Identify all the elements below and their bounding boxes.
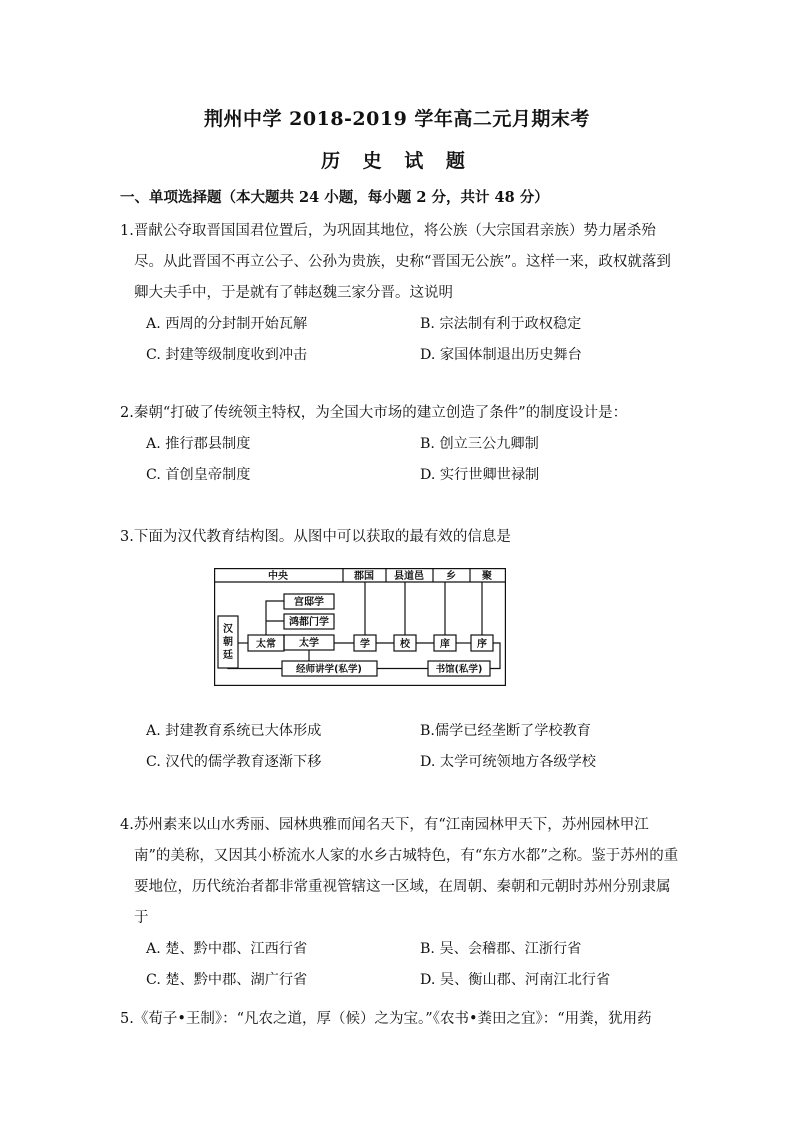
option-c: C. 封建等级制度收到冲击 [146, 347, 308, 363]
court-label-char: 廷 [223, 650, 233, 661]
question-5 [120, 1004, 680, 1035]
option-row [120, 747, 680, 778]
option-row [120, 460, 680, 491]
question-4 [120, 810, 680, 996]
exam-subtitle: 历 史 试 题 [321, 150, 473, 172]
option-b: B. 宗法制有利于政权稳定 [420, 316, 582, 332]
option-c: C. 楚、黔中郡、湖广行省 [146, 972, 308, 988]
taichang-label: 太常 [256, 639, 276, 650]
option-row [120, 934, 680, 965]
section-title: 一、单项选择题（本大题共 24 小题，每小题 2 分，共计 48 分） [120, 189, 549, 206]
question-2 [120, 398, 680, 491]
court-label-char: 汉 [223, 624, 233, 635]
option-a: A. 推行郡县制度 [146, 436, 251, 452]
option-row [120, 429, 680, 460]
han-education-diagram [214, 568, 506, 686]
diagram-header-junguo: 郡国 [354, 571, 374, 582]
court-label [222, 622, 234, 661]
question-1 [120, 216, 680, 371]
option-d: D. 实行世卿世禄制 [420, 467, 540, 483]
taixue-label: 太学 [299, 638, 319, 649]
court-label-char: 朝 [223, 637, 233, 648]
question-3 [120, 522, 680, 553]
question-stem: 1.晋献公夺取晋国国君位置后，为巩固其地位，将公族（大宗国君亲族）势力屠杀殆尽。从此晋国不再立公子、公孙为贵族，史称“晋国无公族”。这样一来，政权就落到卿大夫手中，于是就有了韩赵魏三家分晋。这说明 [120, 223, 671, 301]
hongdu-label: 鸿都门学 [289, 617, 329, 628]
diagram-header-xiang: 乡 [446, 571, 456, 582]
diagram-header-center: 中央 [268, 571, 288, 582]
option-d: D. 太学可统领地方各级学校 [420, 754, 596, 770]
local-xiang-label: 庠 [440, 639, 450, 650]
option-c: C. 汉代的儒学教育逐渐下移 [146, 754, 322, 770]
option-row [120, 309, 680, 340]
option-a: A. 西周的分封制开始瓦解 [146, 316, 308, 332]
exam-title: 荆州中学 2018-2019 学年高二元月期末考 [204, 108, 590, 130]
local-xue-label: 学 [360, 639, 370, 650]
option-row [120, 340, 680, 371]
local-xu-label: 序 [477, 639, 487, 650]
option-a: A. 封建教育系统已大体形成 [146, 723, 322, 739]
question-stem: 3.下面为汉代教育结构图。从图中可以获取的最有效的信息是 [120, 529, 511, 545]
option-b: B.儒学已经垄断了学校教育 [420, 723, 591, 739]
diagram-header-ju: 聚 [482, 571, 492, 582]
option-d: D. 吴、衡山郡、河南江北行省 [420, 972, 611, 988]
option-a: A. 楚、黔中郡、江西行省 [146, 941, 308, 957]
option-row [120, 716, 680, 747]
option-row [120, 965, 680, 996]
option-c: C. 首创皇帝制度 [146, 467, 251, 483]
question-stem: 4.苏州素来以山水秀丽、园林典雅而闻名天下，有“江南园林甲天下，苏州园林甲江南”的美称，又因其小桥流水人家的水乡古城特色，有“东方水都”之称。鉴于苏州的重要地位，历代统治者都非常重视管辖这一区域，在周朝、秦朝和元朝时苏州分别隶属于 [120, 817, 679, 926]
option-b: B. 吴、会稽郡、江浙行省 [420, 941, 582, 957]
option-d: D. 家国体制退出历史舞台 [420, 347, 582, 363]
question-stem: 5.《荀子•王制》：“凡农之道，厚（候）之为宝。”《农书•粪田之宜》：“用粪，犹用药 [120, 1011, 652, 1027]
question-stem: 2.秦朝“打破了传统领主特权，为全国大市场的建立创造了条件”的制度设计是： [120, 405, 628, 421]
question-3-options [120, 716, 680, 778]
option-b: B. 创立三公九卿制 [420, 436, 539, 452]
diagram-header-xiandaoyi: 县道邑 [394, 571, 424, 582]
gongdi-label: 宫邸学 [294, 597, 324, 608]
jingshi-label: 经师讲学(私学) [296, 664, 362, 675]
local-xiao-label: 校 [400, 639, 410, 650]
shuguan-label: 书馆(私学) [435, 664, 483, 675]
